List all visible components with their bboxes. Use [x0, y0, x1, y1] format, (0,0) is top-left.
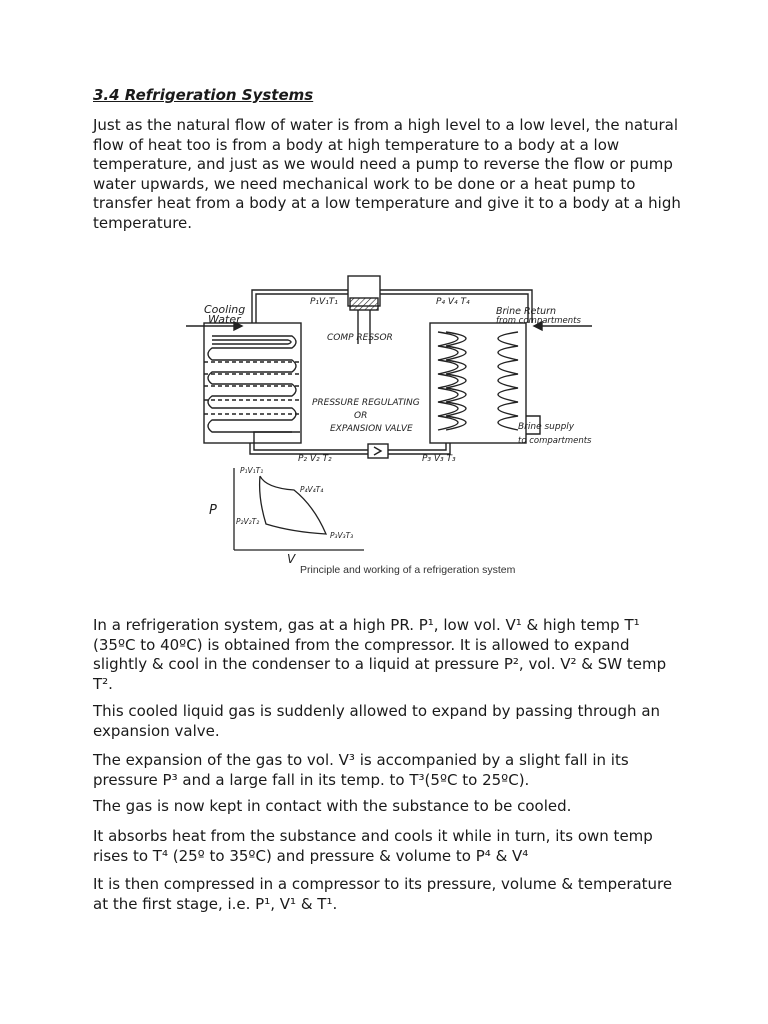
- intro-paragraph: Just as the natural flow of water is from a high level to a low level, the natural flow of heat too is from a body at high temperature to a body at a low temperature, and just as we would need a pump to reverse the flow or pump water upwards, we need mechanical work to be done or a heat pump to transfer heat from a body at a low temperature and give it to a body at a high temperature.: [93, 116, 681, 232]
- pv-axis-v: V: [287, 552, 296, 566]
- brine-supply-label-2: to compartments: [518, 436, 592, 446]
- body-paragraph-4: The gas is now kept in contact with the substance to be cooled.: [93, 797, 572, 815]
- brine-return-label-2: from compartments: [496, 316, 581, 326]
- pv-point-3: P₃V₃T₃: [330, 531, 354, 540]
- section-heading: 3.4 Refrigeration Systems: [93, 86, 314, 104]
- body-paragraph-6: It is then compressed in a compressor to its pressure, volume & temperature at the first stage, i.e. P¹, V¹ & T¹.: [93, 875, 673, 913]
- pv-point-4: P₄V₄T₄: [300, 485, 324, 494]
- refrigeration-diagram: [182, 266, 596, 578]
- body-paragraph-5: It absorbs heat from the substance and cools it while in turn, its own temp rises to T⁴ (25º to 35ºC) and pressure & volume to P⁴ & V⁴: [93, 827, 653, 865]
- pv-point-2: P₂V₂T₂: [236, 517, 260, 526]
- p3v3t3-label: P₃ V₃ T₃: [422, 454, 456, 464]
- cooling-water-label: Cooling: [204, 303, 246, 316]
- valve-label-3: EXPANSION VALVE: [330, 424, 413, 434]
- body-paragraph-1: In a refrigeration system, gas at a high PR. P¹, low vol. V¹ & high temp T¹ (35ºC to 40ºC) is obtained from the compressor. It is allowed to expand slightly & cool in the condenser to a liquid at pressure P², vol. V² & SW temp T².: [93, 616, 667, 693]
- valve-label-1: PRESSURE REGULATING: [312, 398, 420, 408]
- cooling-water-label-2: Water: [208, 313, 241, 326]
- valve-label-2: OR: [354, 411, 368, 421]
- pv-axis-p: P: [209, 503, 217, 518]
- expansion-valve-symbol: [368, 444, 388, 458]
- refrigeration-figure: [182, 266, 596, 578]
- p2v2t2-label: P₂ V₂ T₂: [298, 454, 332, 464]
- brine-return-label: Brine Return: [496, 306, 557, 317]
- brine-supply-label: Brine supply: [518, 422, 575, 432]
- p1v1t1-label: P₁V₁T₁: [310, 297, 338, 307]
- pv-point-1: P₁V₁T₁: [240, 466, 264, 475]
- body-paragraph-3: The expansion of the gas to vol. V³ is accompanied by a slight fall in its pressure P³ and a large fall in its temp. to T³(5ºC to 25ºC).: [93, 751, 629, 789]
- figure-caption: Principle and working of a refrigeration system: [300, 564, 516, 576]
- compressor-label: COMP RESSOR: [327, 333, 393, 343]
- body-paragraph-2: This cooled liquid gas is suddenly allowed to expand by passing through an expansion valve.: [93, 702, 661, 740]
- p4v4t4-label: P₄ V₄ T₄: [436, 297, 470, 307]
